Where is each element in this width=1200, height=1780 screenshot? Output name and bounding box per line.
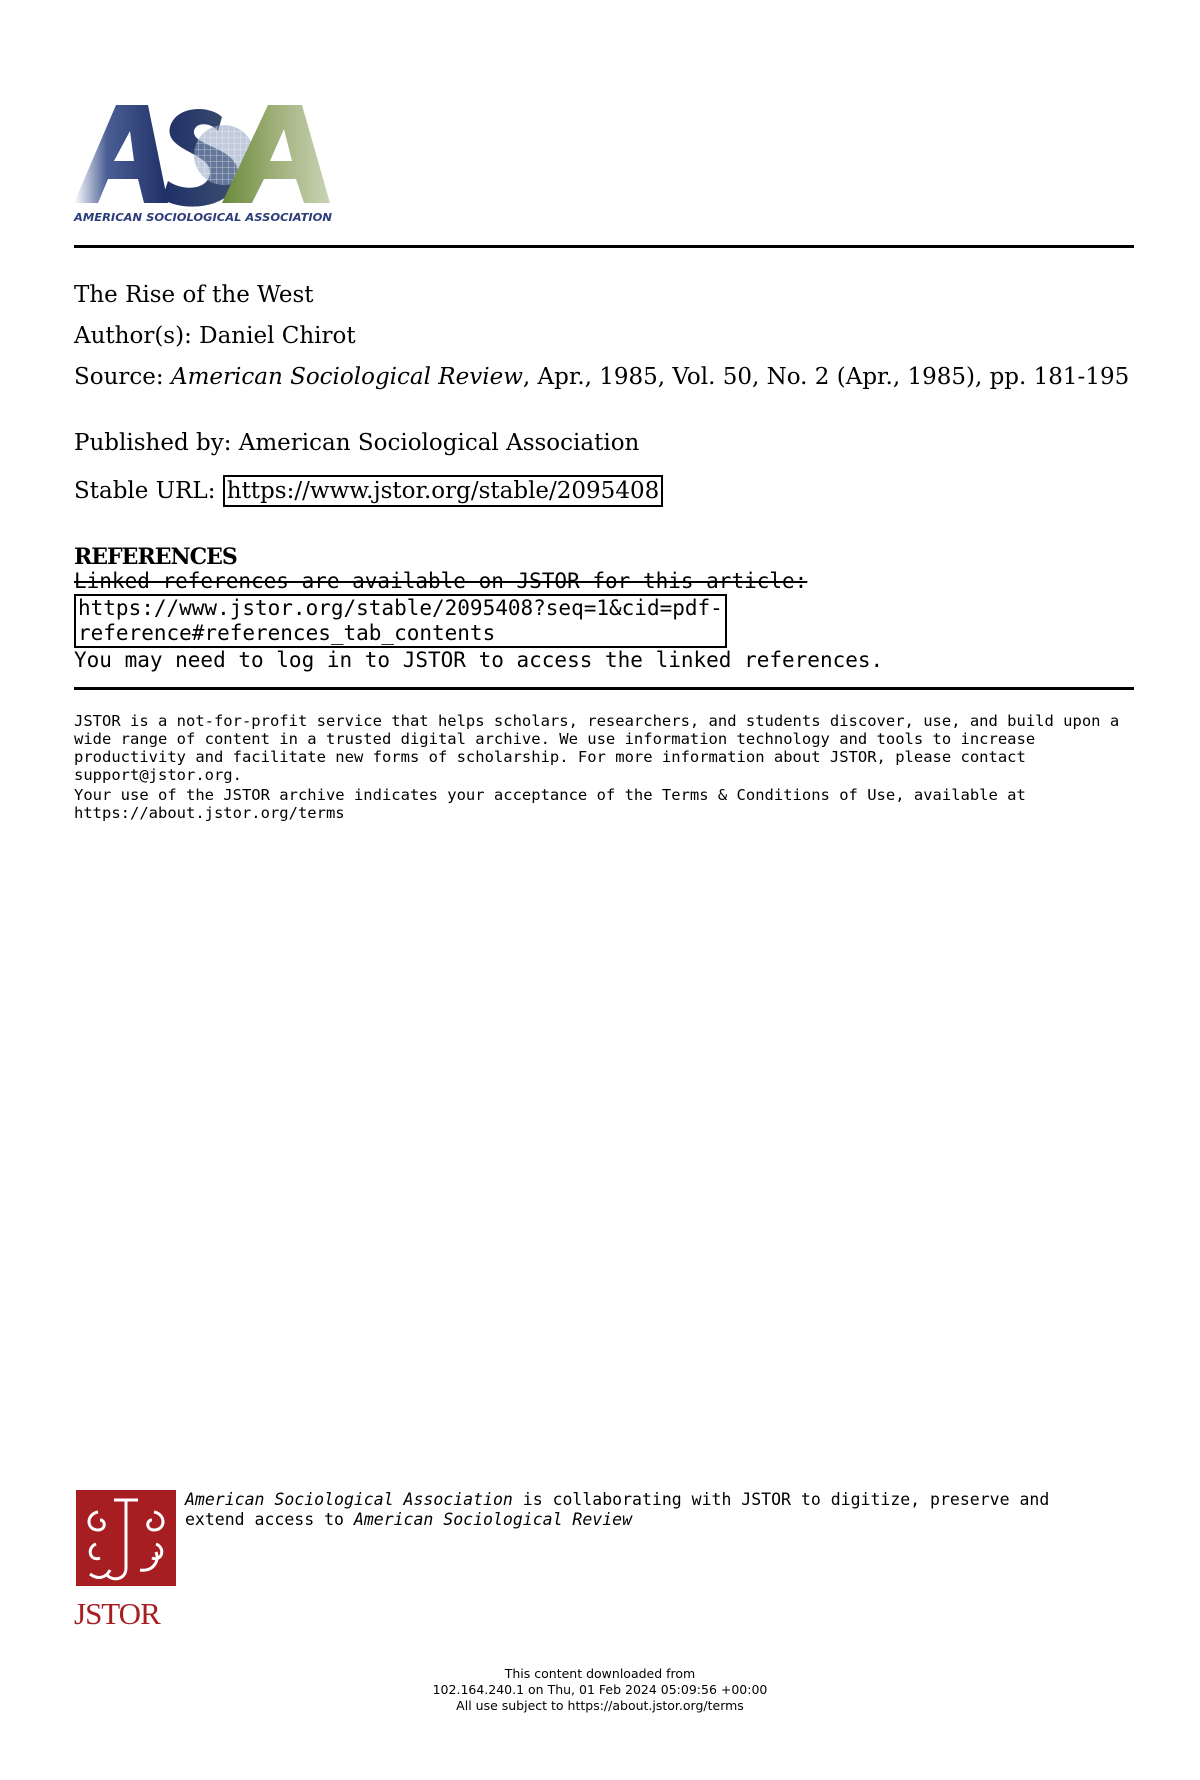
stable-url-row	[74, 478, 663, 504]
stable-url-label: Stable URL:	[74, 478, 223, 504]
footer-line1: This content downloaded from	[504, 1666, 696, 1681]
article-authors: Author(s): Daniel Chirot	[74, 323, 356, 349]
footer-line2: 102.164.240.1 on Thu, 01 Feb 2024 05:09:56 +00:00	[432, 1682, 768, 1697]
middle-divider	[74, 687, 1134, 690]
source-details: , Apr., 1985, Vol. 50, No. 2 (Apr., 1985), pp. 181-195	[522, 364, 1130, 390]
asa-logo	[72, 95, 334, 225]
terms-notice: Your use of the JSTOR archive indicates your acceptance of the Terms & Conditions of Use, available at https://about.jstor.org/terms	[74, 786, 1026, 822]
references-link-line2: reference#references_tab_contents	[78, 621, 496, 645]
references-heading: REFERENCES	[74, 544, 237, 570]
references-link-line1: https://www.jstor.org/stable/2095408?seq=1&cid=pdf-	[78, 596, 723, 620]
collaboration-text	[185, 1490, 1085, 1530]
references-available-text: Linked references are available on JSTOR for this article:	[74, 569, 808, 593]
download-footer	[0, 1666, 1200, 1714]
asa-tagline: AMERICAN SOCIOLOGICAL ASSOCIATION	[72, 213, 333, 224]
jstor-notice: JSTOR is a not-for-profit service that helps scholars, researchers, and students discover, use, and build upon a wide range of content in a trusted digital archive. We use information technology and tools to increase productivity and facilitate new forms of scholarship. For more information about JSTOR, please contact support@jstor.org.	[74, 712, 1120, 784]
references-section	[74, 545, 934, 673]
top-divider	[74, 245, 1134, 248]
jstor-wordmark: JSTOR	[74, 1596, 160, 1631]
source-journal: American Sociological Review	[170, 364, 523, 390]
stable-url-link[interactable]: https://www.jstor.org/stable/2095408	[223, 475, 663, 507]
collab-middle: is collaborating with JSTOR to digitize, preserve and extend access to	[185, 1490, 1050, 1529]
article-publisher: Published by: American Sociological Association	[74, 430, 640, 456]
collab-org: American Sociological Association	[185, 1490, 513, 1509]
article-title: The Rise of the West	[74, 282, 314, 308]
article-source	[74, 364, 1134, 390]
collab-journal: American Sociological Review	[353, 1510, 633, 1529]
references-link[interactable]	[74, 594, 727, 648]
source-prefix: Source:	[74, 364, 171, 390]
references-login-text: You may need to log in to JSTOR to access the linked references.	[74, 648, 884, 672]
footer-line3: All use subject to https://about.jstor.org/terms	[456, 1698, 744, 1713]
